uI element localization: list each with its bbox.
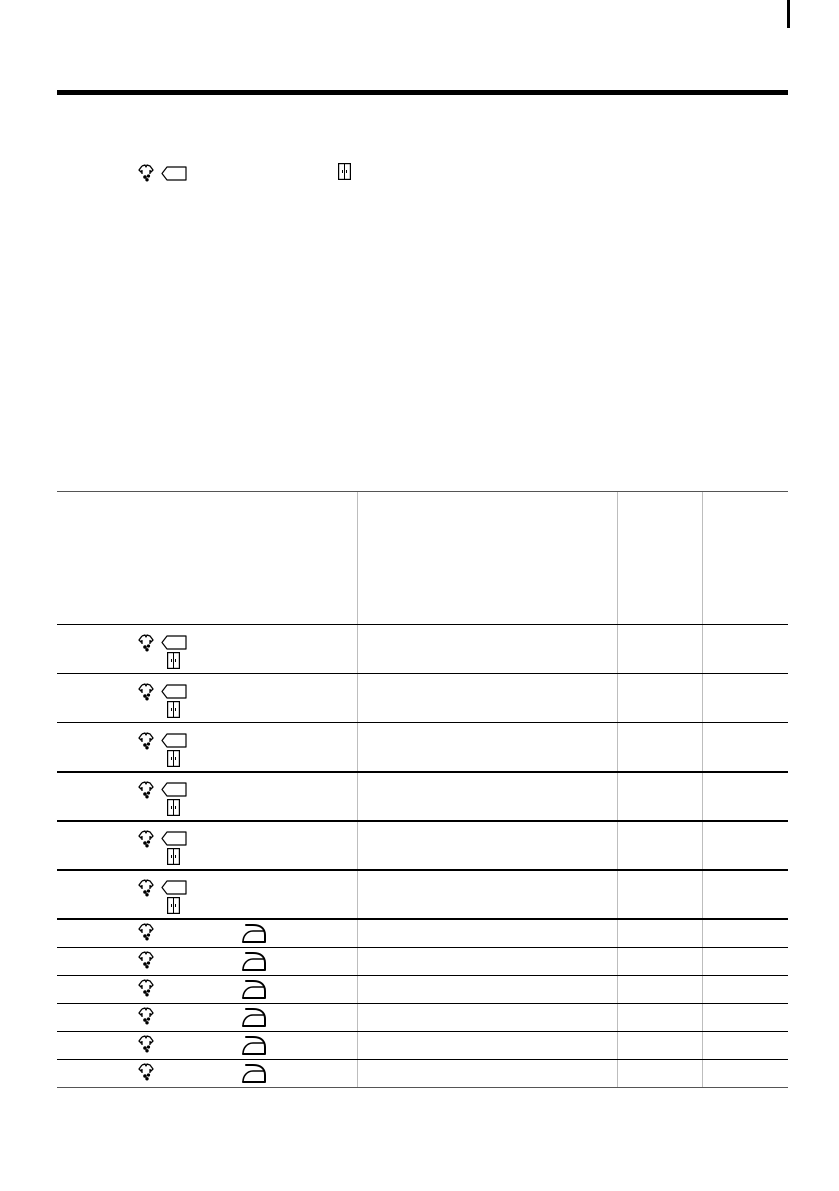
label-tag-icon — [161, 782, 187, 797]
table-row — [57, 822, 788, 869]
table-row — [57, 871, 788, 918]
laundry-care-icon — [137, 683, 155, 701]
table-row — [57, 773, 788, 820]
table-header-row — [57, 492, 788, 624]
wardrobe-icon — [167, 799, 180, 816]
table-row — [57, 1032, 788, 1059]
laundry-care-icon — [137, 923, 155, 941]
label-tag-icon — [161, 733, 187, 748]
wardrobe-icon — [167, 848, 180, 865]
laundry-care-icon — [137, 634, 155, 652]
laundry-care-icon — [137, 1007, 155, 1025]
wardrobe-icon — [167, 701, 180, 718]
table-row — [57, 674, 788, 722]
table-row — [57, 625, 788, 673]
programme-table — [57, 0, 788, 1191]
table-row — [57, 920, 788, 947]
table-row — [57, 723, 788, 771]
table-bottom-rule — [57, 1087, 788, 1088]
iron-icon — [240, 1035, 268, 1055]
laundry-care-icon — [137, 732, 155, 750]
table-row — [57, 976, 788, 1003]
laundry-care-icon — [137, 879, 155, 897]
laundry-care-icon — [137, 1063, 155, 1081]
iron-icon — [240, 923, 268, 943]
laundry-care-icon — [137, 979, 155, 997]
label-tag-icon — [161, 831, 187, 846]
laundry-care-icon — [137, 951, 155, 969]
iron-icon — [240, 1007, 268, 1027]
label-tag-icon — [161, 635, 187, 650]
label-tag-icon — [161, 880, 187, 895]
iron-icon — [240, 979, 268, 999]
wardrobe-icon — [167, 652, 180, 669]
table-row — [57, 1004, 788, 1031]
laundry-care-icon — [137, 1035, 155, 1053]
laundry-care-icon — [137, 830, 155, 848]
wardrobe-icon — [167, 897, 180, 914]
wardrobe-icon — [167, 750, 180, 767]
iron-icon — [240, 1063, 268, 1083]
table-row — [57, 1060, 788, 1087]
laundry-care-icon — [137, 781, 155, 799]
table-row — [57, 948, 788, 975]
iron-icon — [240, 951, 268, 971]
label-tag-icon — [161, 684, 187, 699]
